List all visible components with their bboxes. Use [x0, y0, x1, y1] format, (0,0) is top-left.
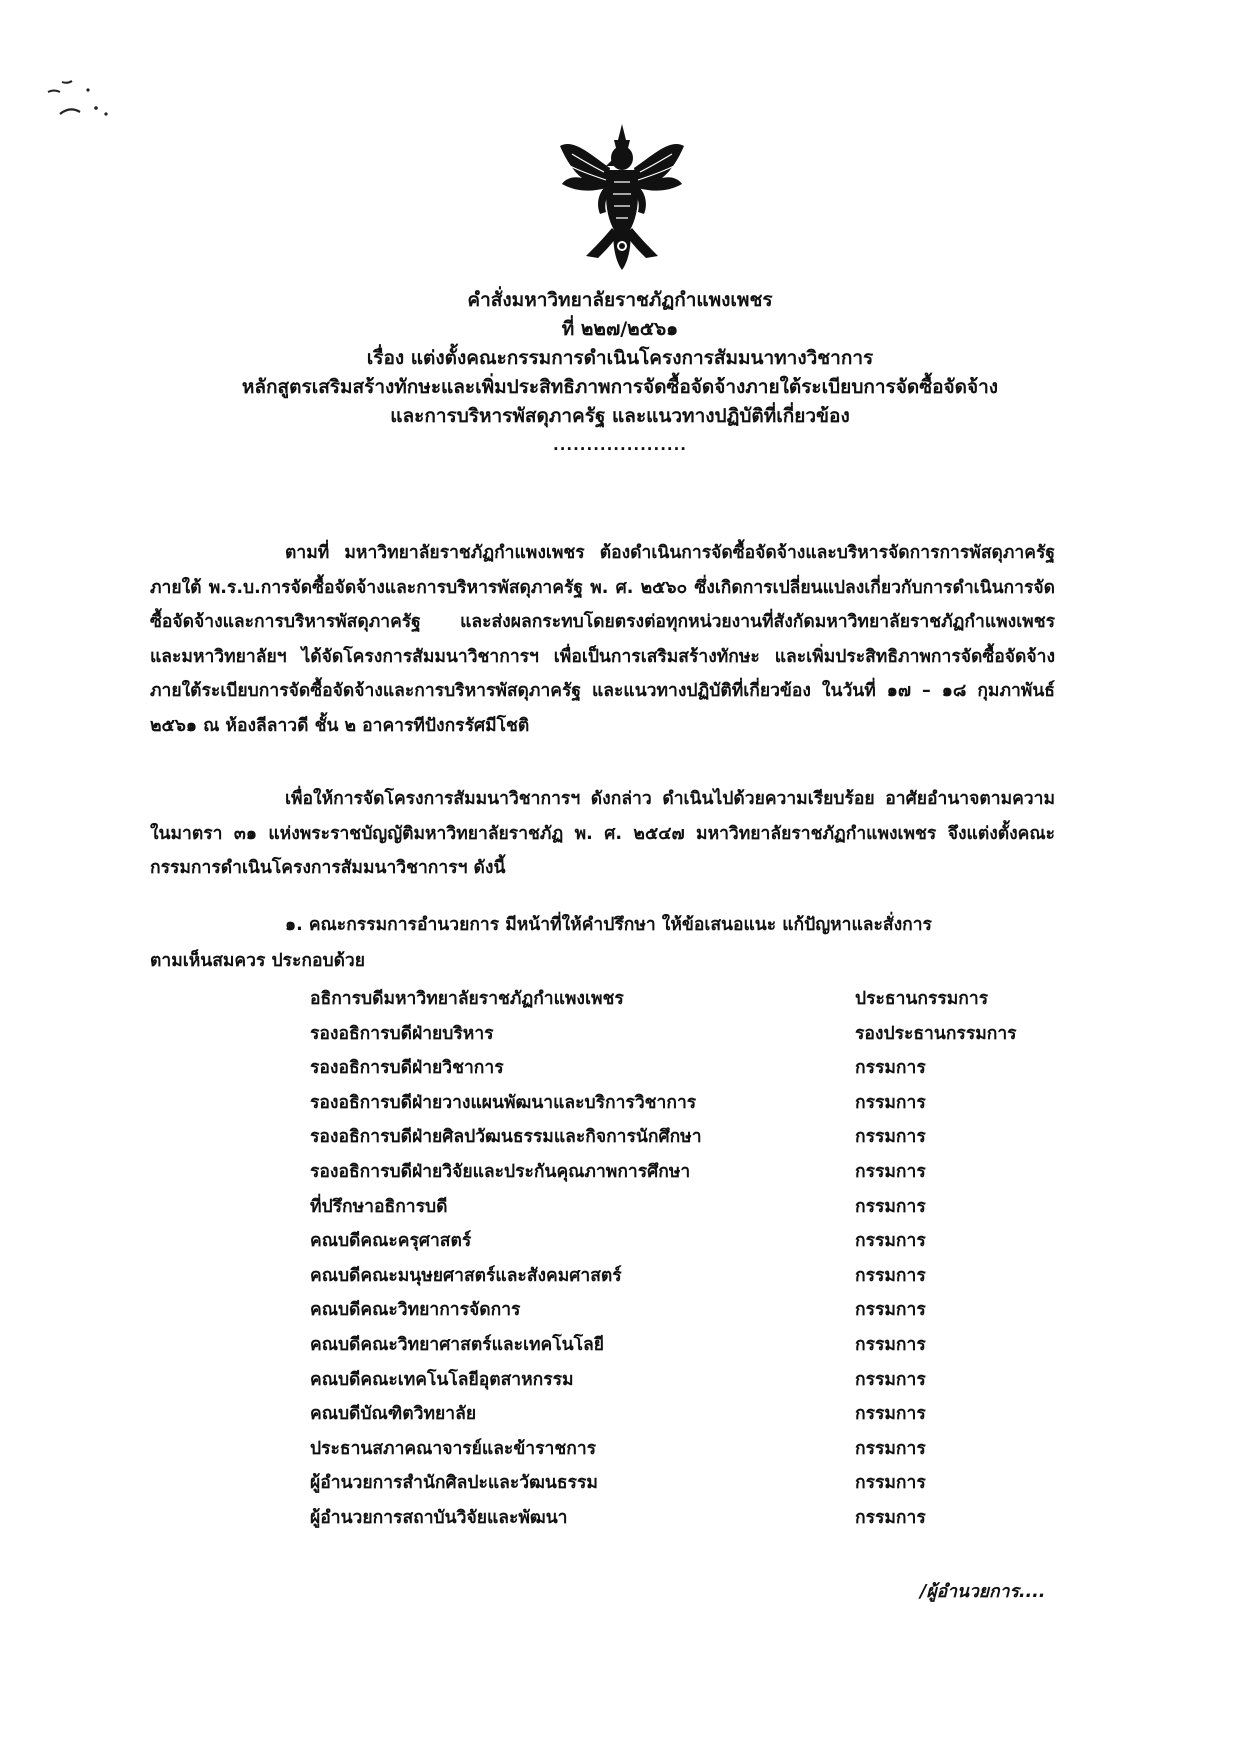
- section-1-title-continued: ตามเห็นสมควร ประกอบด้วย: [150, 951, 366, 971]
- member-position: รองอธิการบดีฝ่ายบริหาร: [310, 1023, 494, 1044]
- committee-member-row: [310, 1122, 1070, 1157]
- order-subject-line-2: หลักสูตรเสริมสร้างทักษะและเพิ่มประสิทธิภาพการจัดซื้อจัดจ้างภายใต้ระเบียบการจัดซื้อจัดจ้าง: [241, 376, 999, 398]
- member-position: คณบดีคณะวิทยาการจัดการ: [310, 1300, 521, 1321]
- member-position: รองอธิการบดีฝ่ายศิลปวัฒนธรรมและกิจการนักศึกษา: [310, 1127, 702, 1148]
- committee-member-row: [310, 1053, 1070, 1088]
- member-position: รองอธิการบดีฝ่ายวางแผนพัฒนาและบริการวิชาการ: [310, 1092, 697, 1113]
- committee-member-row: [310, 1157, 1070, 1192]
- member-position: รองอธิการบดีฝ่ายวิจัยและประกันคุณภาพการศึกษา: [310, 1161, 691, 1182]
- committee-member-row: [310, 1226, 1070, 1261]
- continuation-marker: /ผู้อำนวยการ....: [920, 1582, 1046, 1602]
- heading-separator: ....................: [553, 436, 687, 454]
- member-role: รองประธานกรรมการ: [855, 1023, 1017, 1044]
- section-1-title: ๑. คณะกรรมการอำนวยการ มีหน้าที่ให้คำปรึกษา ให้ข้อเสนอแนะ แก้ปัญหาและสั่งการ: [285, 915, 932, 935]
- committee-member-row: [310, 1019, 1070, 1054]
- committee-member-row: [310, 1261, 1070, 1296]
- member-role: กรรมการ: [855, 1507, 926, 1528]
- member-position: อธิการบดีมหาวิทยาลัยราชภัฏกำแพงเพชร: [310, 989, 624, 1009]
- committee-member-row: [310, 1399, 1070, 1434]
- committee-member-list: [310, 984, 1070, 1538]
- committee-member-row: [310, 1503, 1070, 1538]
- member-position: ผู้อำนวยการสำนักศิลปะและวัฒนธรรม: [310, 1473, 598, 1494]
- member-role: กรรมการ: [855, 1404, 926, 1425]
- member-role: กรรมการ: [855, 1265, 926, 1286]
- member-role: ประธานกรรมการ: [855, 989, 989, 1009]
- committee-member-row: [310, 984, 1070, 1019]
- member-position: คณบดีบัณฑิตวิทยาลัย: [310, 1404, 477, 1425]
- member-role: กรรมการ: [855, 1438, 926, 1459]
- committee-member-row: [310, 1468, 1070, 1503]
- member-position: ประธานสภาคณาจารย์และข้าราชการ: [310, 1438, 597, 1459]
- member-role: กรรมการ: [855, 1473, 926, 1494]
- committee-member-row: [310, 1088, 1070, 1123]
- order-subject-line-3: และการบริหารพัสดุภาครัฐ และแนวทางปฏิบัติที่เกี่ยวข้อง: [390, 405, 850, 427]
- member-role: กรรมการ: [855, 1092, 926, 1113]
- member-position: ผู้อำนวยการสถาบันวิจัยและพัฒนา: [310, 1507, 568, 1528]
- member-role: กรรมการ: [855, 1058, 926, 1079]
- body-paragraph-1: ตามที่ มหาวิทยาลัยราชภัฏกำแพงเพชร ต้องดำเนินการจัดซื้อจัดจ้างและบริหารจัดการการพัสดุภาครัฐภายใต้ พ.ร.บ.การจัดซื้อจัดจ้างและการบริหารพัสดุภาครัฐ พ. ศ. ๒๕๖๐ ซึ่งเกิดการเปลี่ยนแปลงเกี่ยวกับการดำเนินการจัดซื้อจัดจ้างและการบริหารพัสดุภาครัฐ และส่งผลกระทบโดยตรงต่อทุกหน่วยงานที่สังกัดมหาวิทยาลัยราชภัฏกำแพงเพชร และมหาวิทยาลัยฯ ได้จัดโครงการสัมมนาวิชาการฯ เพื่อเป็นการเสริมสร้างทักษะ และเพิ่มประสิทธิภาพการจัดซื้อจัดจ้างภายใต้ระเบียบการจัดซื้อจัดจ้างและการบริหารพัสดุภาครัฐ และแนวทางปฏิบัติที่เกี่ยวข้อง ในวันที่ ๑๗ – ๑๘ กุมภาพันธ์ ๒๕๖๑ ณ ห้องลีลาวดี ชั้น ๒ อาคารทีปังกรรัศมีโชติ: [150, 543, 1055, 736]
- body-paragraph-2: เพื่อให้การจัดโครงการสัมมนาวิชาการฯ ดังกล่าว ดำเนินไปด้วยความเรียบร้อย อาศัยอำนาจตามความในมาตรา ๓๑ แห่งพระราชบัญญัติมหาวิทยาลัยราชภัฏ พ. ศ. ๒๕๔๗ มหาวิทยาลัยราชภัฏกำแพงเพชร จึงแต่งตั้งคณะกรรมการดำเนินโครงการสัมมนาวิชาการฯ ดังนี้: [150, 789, 1055, 878]
- member-role: กรรมการ: [855, 1334, 926, 1355]
- order-heading: [140, 286, 1100, 459]
- member-position: คณบดีคณะครุศาสตร์: [310, 1231, 472, 1252]
- committee-member-row: [310, 1295, 1070, 1330]
- member-role: กรรมการ: [855, 1161, 926, 1182]
- member-role: กรรมการ: [855, 1196, 926, 1217]
- order-number: ที่ ๒๒๗/๒๕๖๑: [561, 318, 679, 340]
- member-role: กรรมการ: [855, 1300, 926, 1321]
- member-role: กรรมการ: [855, 1231, 926, 1252]
- member-position: รองอธิการบดีฝ่ายวิชาการ: [310, 1058, 504, 1079]
- member-position: คณบดีคณะมนุษยศาสตร์และสังคมศาสตร์: [310, 1265, 622, 1286]
- committee-member-row: [310, 1330, 1070, 1365]
- section-1: [150, 907, 1055, 979]
- member-position: คณบดีคณะวิทยาศาสตร์และเทคโนโลยี: [310, 1334, 604, 1355]
- member-role: กรรมการ: [855, 1127, 926, 1148]
- committee-member-row: [310, 1192, 1070, 1227]
- committee-member-row: [310, 1434, 1070, 1469]
- order-issuer: คำสั่งมหาวิทยาลัยราชภัฏกำแพงเพชร: [467, 289, 773, 311]
- member-position: คณบดีคณะเทคโนโลยีอุตสาหกรรม: [310, 1369, 574, 1390]
- garuda-emblem-icon: [552, 116, 692, 276]
- member-position: ที่ปรึกษาอธิการบดี: [310, 1196, 448, 1217]
- member-role: กรรมการ: [855, 1369, 926, 1390]
- scan-speck-marks: [40, 70, 120, 140]
- committee-member-row: [310, 1365, 1070, 1400]
- order-subject-line-1: เรื่อง แต่งตั้งคณะกรรมการดำเนินโครงการสัมมนาทางวิชาการ: [366, 347, 874, 369]
